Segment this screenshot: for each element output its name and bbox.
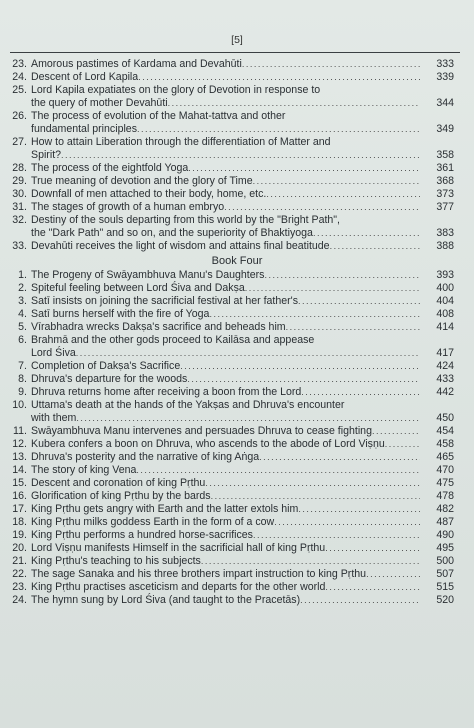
leader-dots (274, 516, 420, 529)
entry-title: The process of evolution of the Mahat-tattva and other (31, 110, 286, 122)
entry-number: 18. (12, 516, 27, 528)
leader-dots (136, 464, 420, 477)
entry-number: 14. (12, 464, 27, 476)
toc-entry (0, 269, 474, 282)
entry-page-number: 383 (436, 227, 454, 239)
entry-number: 24. (12, 71, 27, 83)
entry-page-number: 515 (436, 581, 454, 593)
toc-entry (0, 227, 474, 240)
entry-title: the query of mother Devahūti (31, 97, 168, 109)
entry-title: The stages of growth of a human embryo (31, 201, 225, 213)
entry-page-number: 388 (436, 240, 454, 252)
leader-dots (325, 542, 420, 555)
leader-dots (138, 71, 420, 84)
toc-entry (0, 188, 474, 201)
entry-title: the "Dark Path" and so on, and the superiority of Bhaktiyoga (31, 227, 313, 239)
toc-entry (0, 412, 474, 425)
entry-page-number: 393 (436, 269, 454, 281)
entry-page-number: 495 (436, 542, 454, 554)
entry-title: Descent and coronation of king Pṛthu (31, 477, 206, 489)
leader-dots (313, 227, 420, 240)
entry-number: 20. (12, 542, 27, 554)
toc-entry (0, 240, 474, 253)
leader-dots (242, 58, 420, 71)
entry-number: 23. (12, 58, 27, 70)
entry-title: Dhruva's departure for the woods (31, 373, 188, 385)
leader-dots (264, 269, 420, 282)
toc-entry-line (0, 84, 474, 97)
entry-page-number: 361 (436, 162, 454, 174)
entry-page-number: 454 (436, 425, 454, 437)
entry-title: Glorification of king Pṛthu by the bards (31, 490, 211, 502)
entry-title: The story of king Vena (31, 464, 137, 476)
entry-title: Descent of Lord Kapila (31, 71, 139, 83)
toc-entry (0, 149, 474, 162)
entry-number: 27. (12, 136, 27, 148)
entry-page-number: 450 (436, 412, 454, 424)
entry-title: The Progeny of Swāyambhuva Manu's Daughters (31, 269, 265, 281)
leader-dots (168, 97, 420, 110)
leader-dots (205, 477, 420, 490)
entry-page-number: 487 (436, 516, 454, 528)
toc-entry (0, 360, 474, 373)
entry-number: 2. (18, 282, 27, 294)
leader-dots (224, 201, 420, 214)
entry-number: 28. (12, 162, 27, 174)
entry-title: The hymn sung by Lord Śiva (and taught to the Pracetās) (31, 594, 301, 606)
entry-title: Dhruva's posterity and the narrative of king Aṅga (31, 451, 260, 463)
book-three-entries (0, 58, 474, 253)
entry-number: 1. (18, 269, 27, 281)
leader-dots (301, 386, 420, 399)
toc-entry (0, 308, 474, 321)
entry-title: Destiny of the souls departing from this world by the "Bright Path", (31, 214, 341, 226)
entry-number: 5. (18, 321, 27, 333)
toc-entry (0, 386, 474, 399)
entry-page-number: 404 (436, 295, 454, 307)
toc-entry (0, 568, 474, 581)
leader-dots (253, 529, 420, 542)
toc-entry (0, 555, 474, 568)
entry-number: 29. (12, 175, 27, 187)
entry-number: 26. (12, 110, 27, 122)
entry-page-number: 358 (436, 149, 454, 161)
toc-entry (0, 373, 474, 386)
entry-title: Satī burns herself with the fire of Yoga (31, 308, 210, 320)
entry-page-number: 520 (436, 594, 454, 606)
entry-page-number: 333 (436, 58, 454, 70)
entry-number: 15. (12, 477, 27, 489)
entry-number: 9. (18, 386, 27, 398)
toc-entry (0, 347, 474, 360)
entry-title: True meaning of devotion and the glory of Time (31, 175, 253, 187)
entry-number: 16. (12, 490, 27, 502)
table-of-contents (0, 58, 474, 607)
book-four-entries (0, 269, 474, 607)
entry-page-number: 377 (436, 201, 454, 213)
toc-entry (0, 477, 474, 490)
entry-page-number: 500 (436, 555, 454, 567)
toc-entry (0, 71, 474, 84)
leader-dots (76, 347, 420, 360)
toc-entry (0, 451, 474, 464)
entry-title: Completion of Dakṣa's Sacrifice (31, 360, 181, 372)
leader-dots (286, 321, 420, 334)
entry-page-number: 482 (436, 503, 454, 515)
entry-page-number: 368 (436, 175, 454, 187)
entry-number: 7. (18, 360, 27, 372)
entry-title: Lord Viṣṇu manifests Himself in the sacrificial hall of king Pṛthu (31, 542, 326, 554)
entry-page-number: 349 (436, 123, 454, 135)
leader-dots (385, 438, 420, 451)
toc-entry-line (0, 136, 474, 149)
entry-title: Satī insists on joining the sacrificial festival at her father's (31, 295, 298, 307)
leader-dots (325, 581, 420, 594)
leader-dots (61, 149, 420, 162)
page-marker: [5] (231, 34, 243, 46)
toc-entry (0, 123, 474, 136)
entry-title: Kubera confers a boon on Dhruva, who ascends to the abode of Lord Viṣṇu (31, 438, 385, 450)
toc-entry (0, 516, 474, 529)
entry-title: The sage Sanaka and his three brothers impart instruction to king Pṛthu (31, 568, 367, 580)
toc-entry-line (0, 399, 474, 412)
entry-number: 33. (12, 240, 27, 252)
entry-number: 24. (12, 594, 27, 606)
leader-dots (209, 308, 420, 321)
leader-dots (259, 451, 420, 464)
entry-page-number: 400 (436, 282, 454, 294)
entry-title: Brahmā and the other gods proceed to Kailāsa and appease (31, 334, 315, 346)
leader-dots (188, 162, 420, 175)
entry-title: Dhruva returns home after receiving a boon from the Lord (31, 386, 302, 398)
entry-title: King Pṛthu gets angry with Earth and the latter extols him (31, 503, 299, 515)
toc-entry (0, 503, 474, 516)
leader-dots (201, 555, 420, 568)
toc-entry (0, 581, 474, 594)
toc-entry (0, 490, 474, 503)
entry-number: 32. (12, 214, 27, 226)
entry-title: fundamental principles (31, 123, 137, 135)
entry-page-number: 373 (436, 188, 454, 200)
toc-entry (0, 438, 474, 451)
leader-dots (298, 503, 420, 516)
entry-number: 6. (18, 334, 27, 346)
entry-title: Spiteful feeling between Lord Śiva and Dakṣa (31, 282, 245, 294)
leader-dots (253, 175, 420, 188)
entry-page-number: 507 (436, 568, 454, 580)
entry-number: 10. (12, 399, 27, 411)
toc-entry-line (0, 214, 474, 227)
entry-page-number: 414 (436, 321, 454, 333)
entry-number: 3. (18, 295, 27, 307)
entry-page-number: 417 (436, 347, 454, 359)
toc-entry (0, 542, 474, 555)
leader-dots (298, 295, 420, 308)
leader-dots (266, 188, 420, 201)
entry-page-number: 478 (436, 490, 454, 502)
entry-number: 31. (12, 201, 27, 213)
leader-dots (187, 373, 420, 386)
entry-number: 17. (12, 503, 27, 515)
entry-title: Spirit? (31, 149, 62, 161)
leader-dots (366, 568, 420, 581)
entry-title: with them (31, 412, 77, 424)
entry-title: King Pṛthu performs a hundred horse-sacrifices (31, 529, 253, 541)
toc-entry (0, 58, 474, 71)
entry-title: How to attain Liberation through the differentiation of Matter and (31, 136, 331, 148)
leader-dots (245, 282, 420, 295)
section-heading-book-four: Book Four (211, 255, 263, 267)
leader-dots (330, 240, 420, 253)
entry-title: Uttama's death at the hands of the Yakṣas and Dhruva's encounter (31, 399, 345, 411)
toc-entry (0, 97, 474, 110)
leader-dots (76, 412, 420, 425)
entry-title: Lord Śiva (31, 347, 76, 359)
entry-title: King Pṛthu's teaching to his subjects (31, 555, 201, 567)
entry-title: Devahūti receives the light of wisdom and attains final beatitude (31, 240, 330, 252)
entry-page-number: 465 (436, 451, 454, 463)
toc-entry (0, 321, 474, 334)
toc-entry (0, 201, 474, 214)
entry-number: 19. (12, 529, 27, 541)
toc-entry (0, 594, 474, 607)
entry-number: 8. (18, 373, 27, 385)
entry-title: Swāyambhuva Manu intervenes and persuades Dhruva to cease fighting (31, 425, 372, 437)
entry-number: 12. (12, 438, 27, 450)
entry-number: 25. (12, 84, 27, 96)
leader-dots (137, 123, 420, 136)
toc-entry (0, 175, 474, 188)
toc-entry (0, 529, 474, 542)
toc-entry (0, 425, 474, 438)
entry-page-number: 490 (436, 529, 454, 541)
leader-dots (372, 425, 420, 438)
entry-number: 13. (12, 451, 27, 463)
entry-title: Amorous pastimes of Kardama and Devahūti (31, 58, 242, 70)
toc-entry-line (0, 110, 474, 123)
entry-page-number: 470 (436, 464, 454, 476)
entry-number: 22. (12, 568, 27, 580)
entry-title: King Pṛthu practises asceticism and departs for the other world (31, 581, 326, 593)
entry-page-number: 442 (436, 386, 454, 398)
entry-title: Lord Kapila expatiates on the glory of Devotion in response to (31, 84, 321, 96)
toc-entry-line (0, 334, 474, 347)
entry-page-number: 475 (436, 477, 454, 489)
entry-title: King Pṛthu milks goddess Earth in the form of a cow (31, 516, 275, 528)
toc-entry (0, 295, 474, 308)
toc-entry (0, 162, 474, 175)
entry-number: 30. (12, 188, 27, 200)
entry-title: The process of the eightfold Yoga (31, 162, 189, 174)
entry-page-number: 424 (436, 360, 454, 372)
entry-number: 21. (12, 555, 27, 567)
entry-page-number: 339 (436, 71, 454, 83)
entry-number: 4. (18, 308, 27, 320)
entry-page-number: 458 (436, 438, 454, 450)
entry-page-number: 344 (436, 97, 454, 109)
entry-page-number: 408 (436, 308, 454, 320)
entry-title: Vīrabhadra wrecks Dakṣa's sacrifice and beheads him (31, 321, 286, 333)
entry-title: Downfall of men attached to their body, home, etc. (31, 188, 267, 200)
header-rule (10, 52, 460, 53)
toc-entry (0, 282, 474, 295)
entry-number: 23. (12, 581, 27, 593)
entry-page-number: 433 (436, 373, 454, 385)
leader-dots (300, 594, 420, 607)
leader-dots (180, 360, 420, 373)
entry-number: 11. (13, 425, 27, 437)
toc-entry (0, 464, 474, 477)
leader-dots (211, 490, 420, 503)
